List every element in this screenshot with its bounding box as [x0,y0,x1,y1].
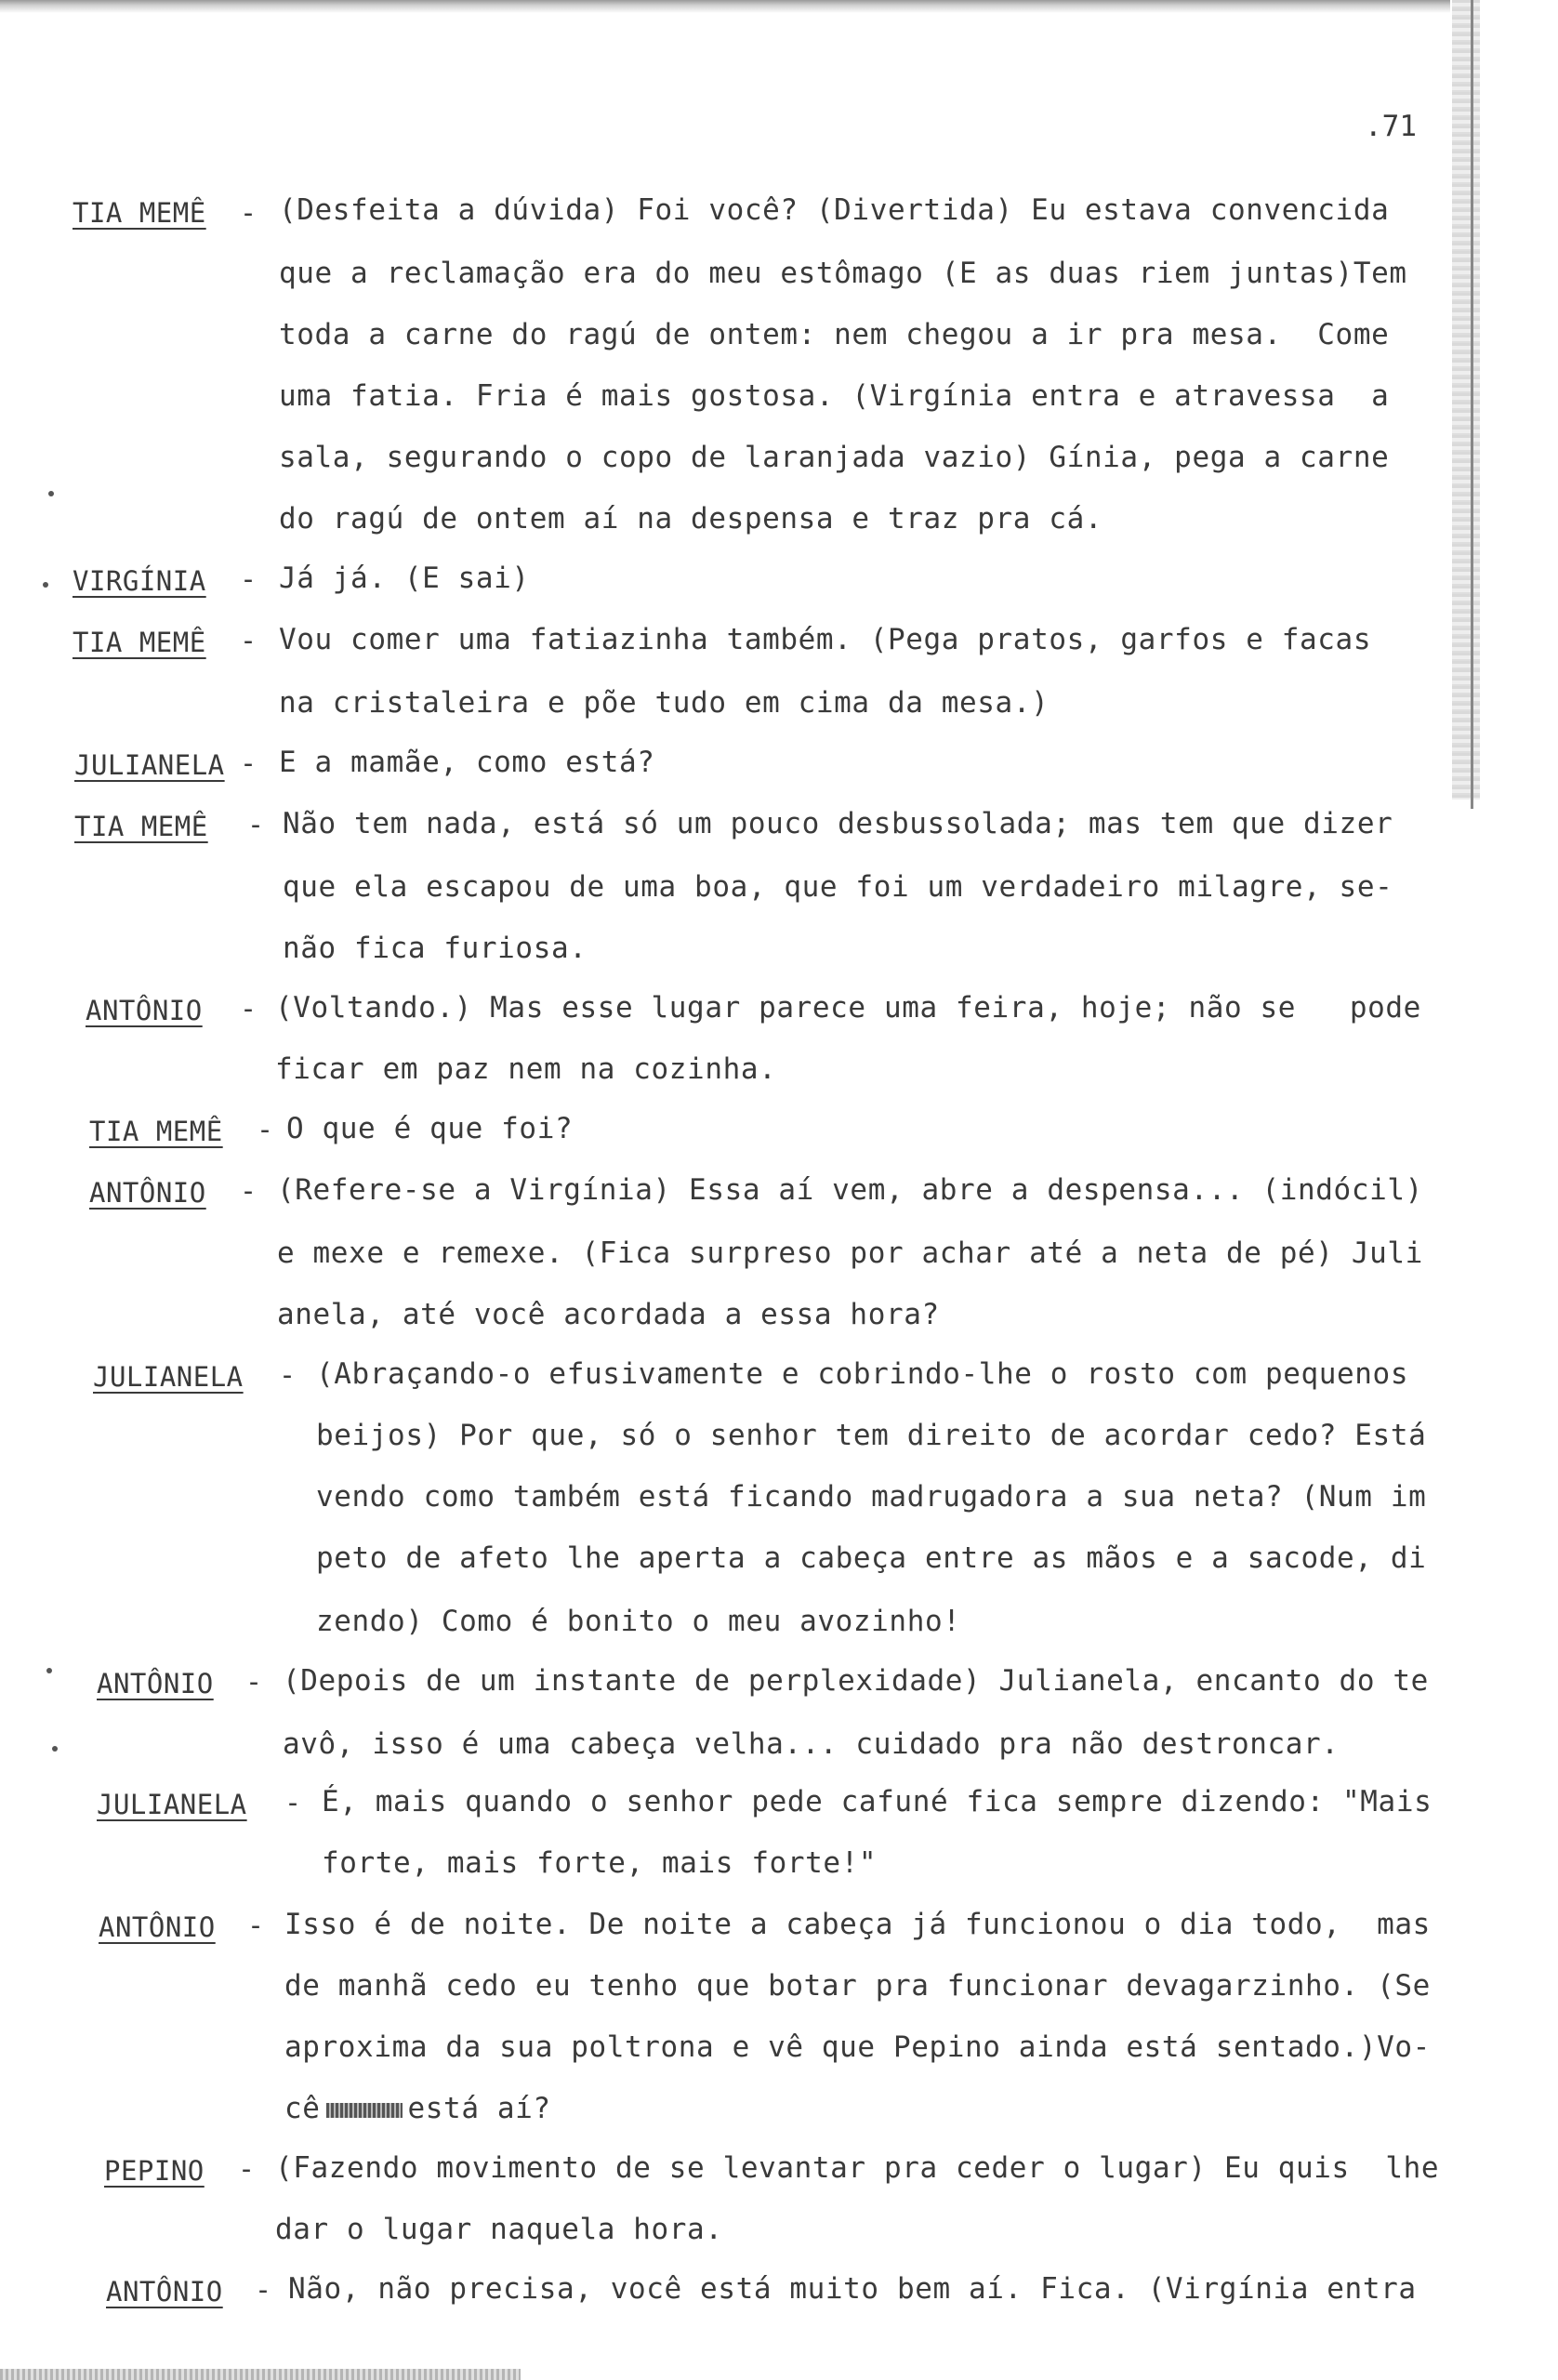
speaker-dash: - [247,1910,265,1942]
dialogue-line: não fica furiosa. [283,932,588,965]
dialogue-line [284,2092,551,2125]
dialogue-line: (Desfeita a dúvida) Foi você? (Divertida) Eu estava convencida [279,193,1390,227]
scan-top-edge [0,0,1450,13]
dialogue-fragment: cê [284,2092,321,2125]
dialogue-line: E a mamãe, como está? [279,746,655,779]
dialogue-line: O que é que foi? [286,1112,574,1145]
dialogue-line: aproxima da sua poltrona e vê que Pepino ainda está sentado.)Vo- [284,2030,1431,2064]
dialogue-line: Não tem nada, está só um pouco desbussolada; mas tem que dizer [283,807,1393,840]
dialogue-line: vendo como também está ficando madrugadora a sua neta? (Num im [316,1480,1427,1514]
speaker-dash: - [255,2274,272,2307]
dialogue-line: beijos) Por que, só o senhor tem direito de acordar cedo? Está [316,1419,1427,1452]
speaker-name: TIA MEMÊ [73,197,206,229]
dialogue-line: peto de afeto lhe aperta a cabeça entre as mãos e a sacode, di [316,1541,1427,1575]
speaker-dash: - [245,1666,263,1699]
speaker-dash: - [238,2153,256,2186]
dialogue-line: anela, até você acordada a essa hora? [277,1298,940,1331]
speaker-name: ANTÔNIO [97,1668,214,1699]
speaker-dash: - [240,1175,257,1208]
scan-speck [46,1668,52,1673]
scan-right-edge [1452,0,1480,800]
scan-right-edge-line [1471,0,1473,809]
speaker-dash: - [240,993,257,1025]
speaker-name: TIA MEMÊ [73,627,206,658]
speaker-dash: - [279,1359,297,1392]
speaker-name: TIA MEMÊ [89,1116,223,1147]
dialogue-line: e mexe e remexe. (Fica surpreso por achar até a neta de pé) Juli [277,1236,1423,1270]
dialogue-line: Já já. (E sai) [279,562,530,595]
dialogue-line: Isso é de noite. De noite a cabeça já funcionou o dia todo, mas [284,1908,1431,1941]
speaker-name: JULIANELA [93,1361,244,1393]
ink-smudge [326,2103,403,2118]
dialogue-line: (Depois de um instante de perplexidade) Julianela, encanto do te [283,1664,1429,1698]
dialogue-line: (Abraçando-o efusivamente e cobrindo-lhe o rosto com pequenos [316,1357,1409,1391]
dialogue-line: de manhã cedo eu tenho que botar pra funcionar devagarzinho. (Se [284,1969,1431,2003]
dialogue-line: que ela escapou de uma boa, que foi um verdadeiro milagre, se- [283,870,1393,904]
speaker-name: ANTÔNIO [99,1911,216,1943]
dialogue-line: (Fazendo movimento de se levantar pra ceder o lugar) Eu quis lhe [275,2151,1440,2185]
scan-bottom-edge [0,2369,521,2380]
dialogue-line: avô, isso é uma cabeça velha... cuidado pra não destroncar. [283,1727,1340,1761]
dialogue-line: do ragú de ontem aí na despensa e traz pra cá. [279,502,1103,536]
speaker-name: ANTÔNIO [89,1177,206,1209]
scan-speck [43,582,48,588]
dialogue-line: forte, mais forte, mais forte!" [322,1846,878,1880]
dialogue-line: dar o lugar naquela hora. [275,2213,723,2246]
page-number: .71 [1365,110,1417,143]
speaker-dash: - [257,1114,274,1146]
dialogue-line: que a reclamação era do meu estômago (E as duas riem juntas)Tem [279,257,1407,290]
speaker-name: JULIANELA [97,1789,247,1820]
dialogue-line: Não, não precisa, você está muito bem aí. Fica. (Virgínia entra [288,2272,1417,2306]
dialogue-line: Vou comer uma fatiazinha também. (Pega pratos, garfos e facas [279,623,1372,656]
dialogue-line: zendo) Como é bonito o meu avozinho! [316,1605,961,1638]
speaker-dash: - [284,1787,302,1819]
speaker-name: ANTÔNIO [106,2276,223,2307]
dialogue-line: na cristaleira e põe tudo em cima da mesa.) [279,686,1050,720]
speaker-dash: - [247,809,265,841]
speaker-name: PEPINO [104,2155,205,2187]
speaker-name: VIRGÍNIA [73,565,206,597]
dialogue-fragment: está aí? [407,2092,551,2125]
dialogue-line: É, mais quando o senhor pede cafuné fica sempre dizendo: "Mais [322,1785,1433,1818]
speaker-name: JULIANELA [74,749,225,781]
speaker-name: TIA MEMÊ [74,811,208,842]
dialogue-line: toda a carne do ragú de ontem: nem chegou a ir pra mesa. Come [279,318,1390,351]
scan-speck [52,1746,58,1752]
speaker-name: ANTÔNIO [86,995,203,1026]
dialogue-line: ficar em paz nem na cozinha. [275,1052,777,1086]
speaker-dash: - [240,563,257,596]
dialogue-line: (Refere-se a Virgínia) Essa aí vem, abre a despensa... (indócil) [277,1173,1423,1207]
dialogue-line: sala, segurando o copo de laranjada vazio) Gínia, pega a carne [279,441,1390,474]
dialogue-line: uma fatia. Fria é mais gostosa. (Virgínia entra e atravessa a [279,379,1390,413]
speaker-dash: - [240,625,257,657]
dialogue-line: (Voltando.) Mas esse lugar parece uma feira, hoje; não se pode [275,991,1421,1025]
scan-speck [48,491,54,496]
speaker-dash: - [240,197,257,230]
speaker-dash: - [240,747,257,780]
